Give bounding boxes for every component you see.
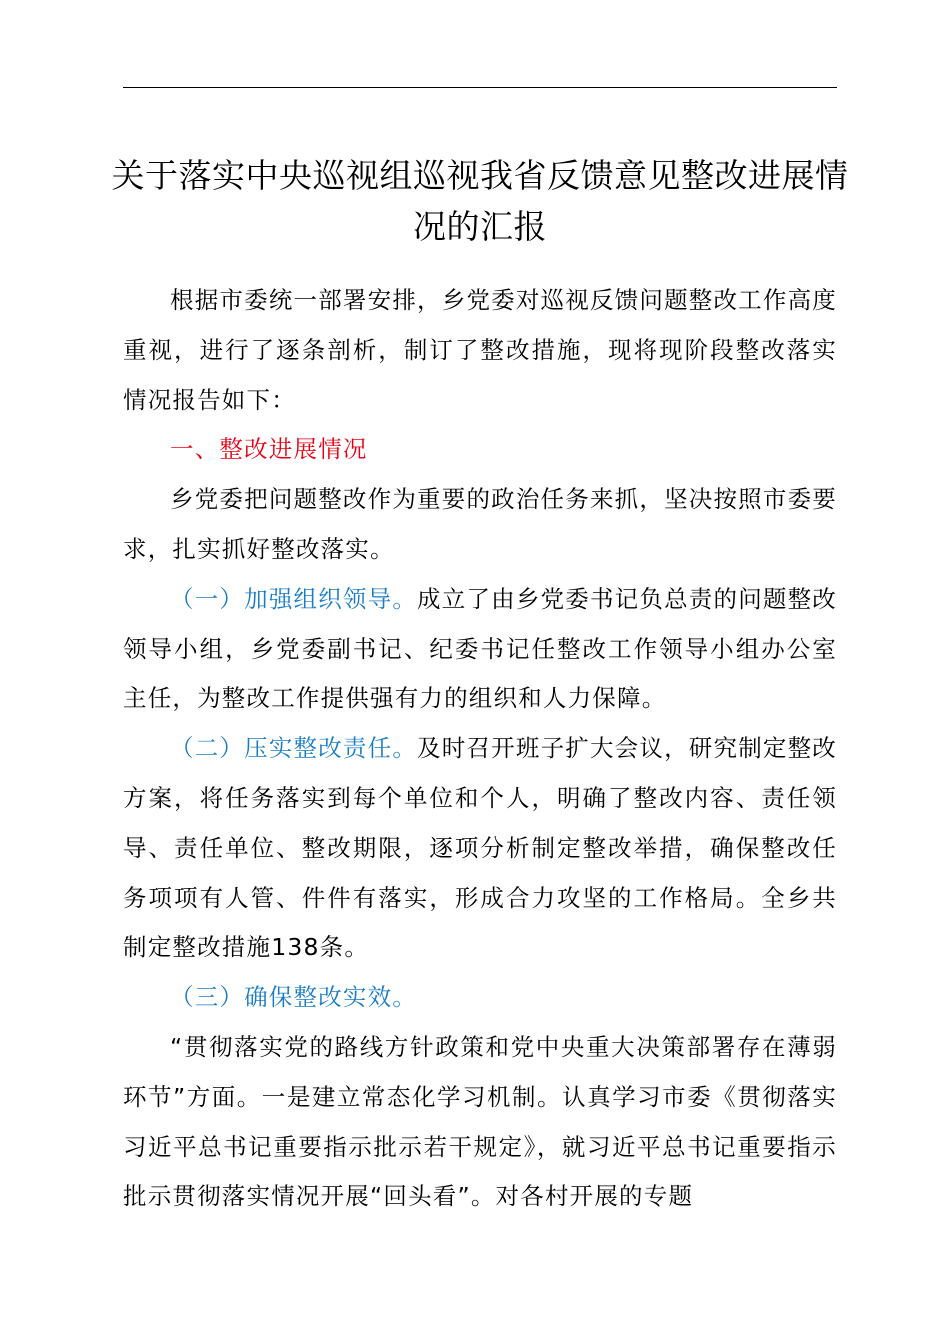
section-lead-paragraph: 乡党委把问题整改作为重要的政治任务来抓，坚决按照市委要求，扎实抓好整改落实。	[123, 485, 837, 563]
section-heading-progress: 一、整改进展情况	[170, 435, 368, 464]
header-rule	[123, 87, 837, 88]
item-paragraph-responsibility	[123, 724, 837, 973]
item-heading-responsibility: （二）压实整改责任。	[170, 734, 418, 763]
item-heading-organization: （一）加强组织领导。	[170, 584, 418, 613]
effectiveness-paragraph: “贯彻落实党的路线方针政策和党中央重大决策部署存在薄弱环节”方面。一是建立常态化学习机制。认真学习市委《贯彻落实习近平总书记重要指示批示若干规定》，就习近平总书记重要指示批示贯彻落实情况开展“回头看”。对各村开展的专题	[123, 1032, 837, 1211]
document-body	[123, 276, 837, 1222]
item-paragraph-organization	[123, 575, 837, 724]
document-title: 关于落实中央巡视组巡视我省反馈意见整改进展情况的汇报	[111, 156, 849, 246]
intro-paragraph: 根据市委统一部署安排，乡党委对巡视反馈问题整改工作高度重视，进行了逐条剖析，制订了整改措施，现将现阶段整改落实情况报告如下：	[123, 286, 837, 414]
item-text-responsibility: 及时召开班子扩大会议，研究制定整改方案，将任务落实到每个单位和个人，明确了整改内容、责任领导、责任单位、整改期限，逐项分析制定整改举措，确保整改任务项项有人管、件件有落实，形成合力攻坚的工作格局。全乡共制定整改措施138条。	[123, 734, 838, 962]
item-heading-effectiveness: （三）确保整改实效。	[170, 983, 417, 1012]
item-text-organization: 成立了由乡党委书记负总责的问题整改领导小组，乡党委副书记、纪委书记任整改工作领导小组办公室主任，为整改工作提供强有力的组织和人力保障。	[123, 584, 838, 713]
